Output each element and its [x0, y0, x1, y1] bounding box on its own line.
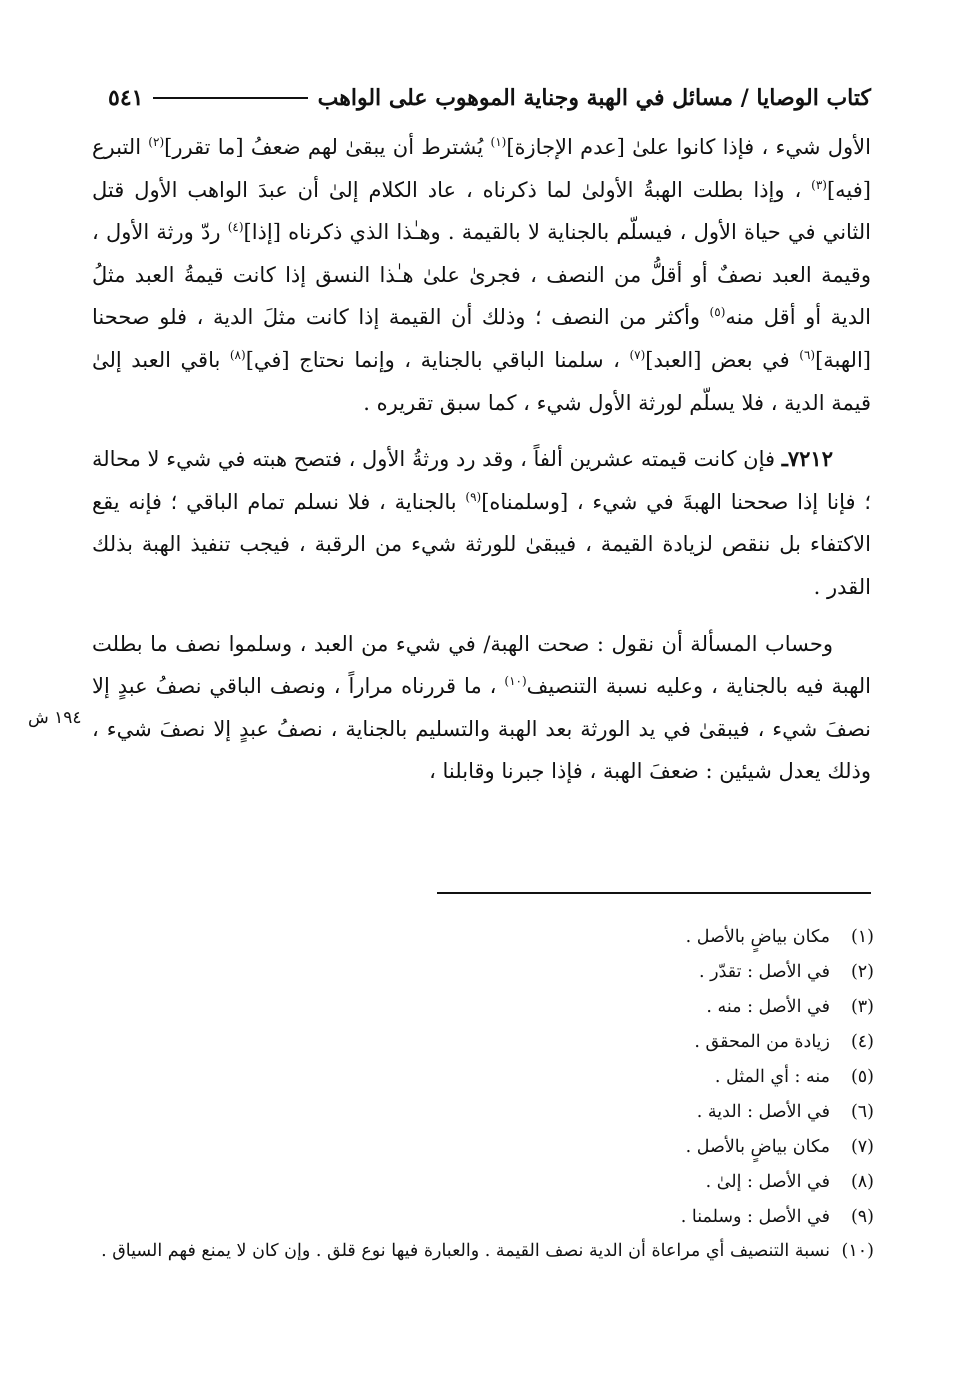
footnote-ref: (٢)	[148, 135, 165, 149]
footnote-text: في الأصل : تقدّر .	[699, 962, 830, 982]
footnote-ref: (٧)	[629, 347, 646, 362]
footnote-item	[92, 955, 874, 990]
footnote-number: (١٠)	[841, 1241, 874, 1261]
text-run: يُشترط أن يبقىٰ لهم ضعفُ [ما تقرر]	[164, 135, 491, 159]
text-run: فإن كانت قيمته عشرين ألفاً ، وقد رد ورثةُ الأول ، فتصح هبته في شيء لا محالة ؛ فإنا إذا صححنا الهبةَ في شيء ، [وسلمناه]	[92, 447, 871, 514]
paragraph-number: ٧٢١٢ـ	[781, 446, 833, 472]
footnote-number: (٨)	[850, 1172, 874, 1192]
paragraph-7212	[92, 438, 871, 608]
footnote-item	[92, 1237, 874, 1266]
paragraph-calculation	[92, 623, 871, 793]
footnote-item	[92, 920, 874, 955]
footnote-ref: (١٠)	[504, 674, 527, 689]
main-text	[92, 126, 871, 793]
footnote-text: منه : أي المثل .	[714, 1067, 830, 1087]
text-run: ، سلمنا الباقي بالجناية ، وإنما نحتاج [في]	[245, 347, 630, 372]
text-run: وأكثر من النصف ؛ وذلك أن القيمة إذا كانت مثلَ الدية ، فلو صححنا [الهبة]	[92, 305, 871, 372]
footnote-number: (٣)	[850, 997, 874, 1017]
footnote-item	[92, 1025, 874, 1060]
footnote-item	[92, 1200, 874, 1235]
footnote-number: (٥)	[850, 1067, 874, 1087]
footnote-ref: (٥)	[709, 305, 726, 320]
manuscript-folio-note: ١٩٤ ش	[28, 708, 82, 728]
footnote-ref: (٣)	[811, 177, 827, 192]
page-number: ٥٤١	[108, 85, 144, 111]
text-run: بالجناية ، فلا نسلم تمام الباقي ؛ فإنه يقع الاكتفاء بل ننقص لزيادة القيمة ، فيبقىٰ للورثة شيء من الرقبة ، فيجب تنفيذ الهبة بذلك القدر .	[92, 489, 871, 599]
footnote-separator	[437, 892, 871, 894]
footnote-item	[92, 1165, 874, 1200]
text-run: ، ما قررناه مراراً ، ونصف الباقي نصفُ عبدٍ إلا نصفَ شيء ، فيبقىٰ في يد الورثة بعد الهبة والتسليم بالجناية ، نصفُ عبدٍ إلا نصفَ شيء ، وذلك يعدل شيئين : ضعفَ الهبة ، فإذا جبرنا وقابلنا ،	[92, 674, 871, 784]
footnote-item	[92, 1060, 874, 1095]
text-run: وحساب المسألة أن نقول : صحت الهبة/ في شيء من العبد ، وسلموا نصف ما بطلت الهبة فيه بالجناية ، وعليه نسبة التنصيف	[92, 631, 871, 699]
footnote-ref: (٩)	[465, 489, 482, 504]
footnote-number: (٦)	[850, 1102, 874, 1122]
footnote-text: في الأصل : إلىٰ .	[705, 1172, 830, 1192]
header-rule	[153, 97, 307, 99]
footnote-text: في الأصل : منه .	[706, 997, 830, 1017]
footnote-ref: (٤)	[227, 220, 244, 235]
header-title: كتاب الوصايا / مسائل في الهبة وجناية الموهوب على الواهب	[317, 85, 871, 111]
text-run: التبرع [فيه]	[92, 135, 871, 202]
text-run: باقي العبد إلىٰ قيمة الدية ، فلا يسلّم لورثة الأول شيء ، كما سبق تقريره .	[92, 347, 871, 415]
paragraph-continuation	[92, 126, 871, 424]
footnote-ref: (٨)	[229, 347, 246, 362]
footnotes	[92, 920, 874, 1266]
text-run: ، وإذا بطلت الهبةُ الأولىٰ لما ذكرناه ، عاد الكلام إلىٰ أن عبدَ الواهب الأول قتل الثاني في حياة الأول ، فيسلّم بالجناية لا بالقيمة . وهـٰذا الذي ذكرناه [إذا]	[92, 177, 872, 245]
footnote-text: مكان بياضٍ بالأصل .	[685, 927, 830, 947]
footnote-number: (٩)	[850, 1207, 874, 1227]
footnote-text: في الأصل : الدية .	[696, 1102, 830, 1122]
text-run: ردّ ورثة الأول ، وقيمة العبد نصفٌ أو أقلُّ من النصف ، فجرىٰ علىٰ هـٰذا النسق إذا كانت قيمةُ العبد مثلُ الدية أو أقل منه	[92, 220, 871, 330]
footnote-ref: (٦)	[799, 347, 816, 362]
footnote-item	[92, 990, 874, 1025]
footnote-item	[92, 1130, 874, 1165]
footnote-text: مكان بياضٍ بالأصل .	[685, 1137, 830, 1157]
footnote-number: (١)	[850, 927, 874, 947]
footnote-ref: (١)	[490, 135, 507, 149]
footnote-number: (٢)	[850, 962, 874, 982]
footnote-number: (٤)	[850, 1032, 874, 1052]
footnote-text: في الأصل : وسلمنا .	[680, 1207, 830, 1227]
footnote-item	[92, 1095, 874, 1130]
footnote-number: (٧)	[850, 1137, 874, 1157]
text-run: الأول شيء ، فإذا كانوا علىٰ [عدم الإجازة]	[506, 135, 871, 159]
running-header	[108, 78, 871, 118]
footnote-text: نسبة التنصيف أي مراعاة أن الدية نصف القيمة . والعبارة فيها نوع قلق . وإن كان لا يمنع فهم السياق .	[101, 1241, 830, 1261]
text-run: في بعض [العبد]	[645, 347, 800, 372]
footnote-text: زيادة من المحقق .	[694, 1032, 830, 1052]
